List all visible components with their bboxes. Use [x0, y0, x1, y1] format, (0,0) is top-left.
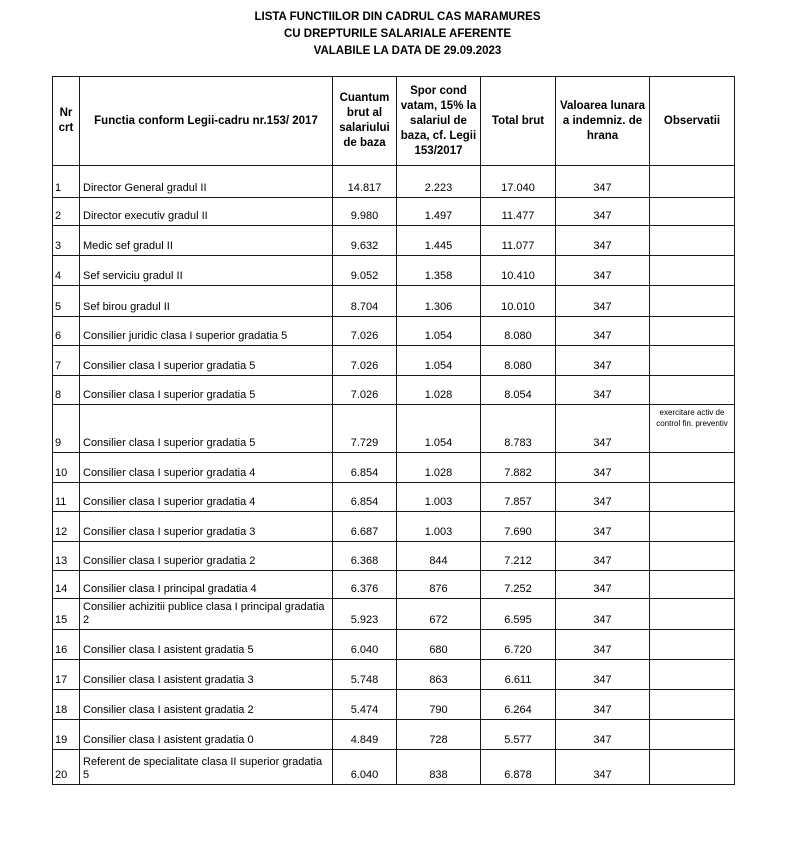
row-cuantum-brut: 8.704	[333, 286, 397, 317]
table-row	[53, 453, 735, 483]
row-nr: 1	[53, 166, 80, 198]
row-observatii	[650, 166, 735, 198]
row-total-brut: 8.080	[481, 346, 556, 376]
row-total-brut: 10.410	[481, 256, 556, 286]
row-functia: Consilier clasa I asistent gradatia 0	[80, 720, 333, 750]
row-cuantum-brut: 5.474	[333, 690, 397, 720]
row-spor: 1.445	[397, 226, 481, 256]
row-observatii	[650, 512, 735, 542]
table-row	[53, 750, 735, 785]
row-cuantum-brut: 7.729	[333, 405, 397, 453]
row-nr: 16	[53, 630, 80, 660]
row-indemnizatie-hrana: 347	[556, 599, 650, 630]
table-row	[53, 720, 735, 750]
table-row	[53, 286, 735, 317]
salary-table	[52, 76, 735, 785]
row-nr: 20	[53, 750, 80, 785]
row-indemnizatie-hrana: 347	[556, 512, 650, 542]
row-nr: 4	[53, 256, 80, 286]
row-spor: 1.028	[397, 376, 481, 405]
row-indemnizatie-hrana: 347	[556, 198, 650, 226]
table-row	[53, 571, 735, 599]
row-spor: 1.003	[397, 483, 481, 512]
row-observatii	[650, 571, 735, 599]
row-indemnizatie-hrana: 347	[556, 453, 650, 483]
row-indemnizatie-hrana: 347	[556, 483, 650, 512]
row-indemnizatie-hrana: 347	[556, 571, 650, 599]
row-cuantum-brut: 6.040	[333, 630, 397, 660]
row-cuantum-brut: 6.040	[333, 750, 397, 785]
row-spor: 2.223	[397, 166, 481, 198]
row-observatii: exercitare activ de control fin. preventiv	[650, 405, 735, 453]
row-spor: 1.054	[397, 405, 481, 453]
row-cuantum-brut: 5.923	[333, 599, 397, 630]
row-total-brut: 6.595	[481, 599, 556, 630]
row-total-brut: 7.882	[481, 453, 556, 483]
row-indemnizatie-hrana: 347	[556, 660, 650, 690]
row-indemnizatie-hrana: 347	[556, 256, 650, 286]
row-functia: Consilier clasa I asistent gradatia 2	[80, 690, 333, 720]
row-functia: Consilier clasa I superior gradatia 5	[80, 346, 333, 376]
row-cuantum-brut: 6.376	[333, 571, 397, 599]
row-nr: 14	[53, 571, 80, 599]
header-nr-crt: Nr crt	[53, 77, 80, 166]
row-total-brut: 7.252	[481, 571, 556, 599]
row-functia: Consilier clasa I superior gradatia 2	[80, 542, 333, 571]
row-nr: 11	[53, 483, 80, 512]
row-cuantum-brut: 4.849	[333, 720, 397, 750]
table-row	[53, 346, 735, 376]
row-total-brut: 10.010	[481, 286, 556, 317]
row-spor: 1.054	[397, 346, 481, 376]
row-indemnizatie-hrana: 347	[556, 405, 650, 453]
row-functia: Consilier juridic clasa I superior gradatia 5	[80, 317, 333, 346]
row-cuantum-brut: 9.632	[333, 226, 397, 256]
row-nr: 2	[53, 198, 80, 226]
row-functia: Director executiv gradul II	[80, 198, 333, 226]
table-row	[53, 512, 735, 542]
row-observatii	[650, 256, 735, 286]
row-functia: Consilier clasa I asistent gradatia 5	[80, 630, 333, 660]
row-cuantum-brut: 7.026	[333, 346, 397, 376]
row-indemnizatie-hrana: 347	[556, 750, 650, 785]
row-spor: 728	[397, 720, 481, 750]
row-observatii	[650, 453, 735, 483]
row-total-brut: 8.080	[481, 317, 556, 346]
row-nr: 18	[53, 690, 80, 720]
header-total-brut: Total brut	[481, 77, 556, 166]
row-indemnizatie-hrana: 347	[556, 630, 650, 660]
row-observatii	[650, 630, 735, 660]
row-cuantum-brut: 14.817	[333, 166, 397, 198]
row-indemnizatie-hrana: 347	[556, 317, 650, 346]
row-total-brut: 6.720	[481, 630, 556, 660]
header-indemnizatie-hrana: Valoarea lunara a indemniz. de hrana	[556, 77, 650, 166]
row-functia: Sef serviciu gradul II	[80, 256, 333, 286]
row-spor: 680	[397, 630, 481, 660]
row-indemnizatie-hrana: 347	[556, 286, 650, 317]
row-functia: Consilier clasa I principal gradatia 4	[80, 571, 333, 599]
row-total-brut: 7.690	[481, 512, 556, 542]
document-subtitle: CU DREPTURILE SALARIALE AFERENTE	[283, 28, 512, 40]
row-nr: 12	[53, 512, 80, 542]
table-row	[53, 690, 735, 720]
row-total-brut: 6.264	[481, 690, 556, 720]
row-observatii	[650, 346, 735, 376]
row-observatii	[650, 376, 735, 405]
row-nr: 8	[53, 376, 80, 405]
row-nr: 17	[53, 660, 80, 690]
table-header-row	[53, 77, 735, 166]
table-row	[53, 198, 735, 226]
row-nr: 15	[53, 599, 80, 630]
table-row	[53, 542, 735, 571]
row-observatii	[650, 542, 735, 571]
table-row	[53, 226, 735, 256]
row-spor: 1.306	[397, 286, 481, 317]
row-indemnizatie-hrana: 347	[556, 166, 650, 198]
row-indemnizatie-hrana: 347	[556, 226, 650, 256]
row-total-brut: 8.054	[481, 376, 556, 405]
table-row	[53, 405, 735, 453]
row-nr: 9	[53, 405, 80, 453]
header-spor: Spor cond vatam, 15% la salariul de baza, cf. Legii 153/2017	[397, 77, 481, 166]
row-functia: Referent de specialitate clasa II superior gradatia 5	[80, 750, 333, 785]
row-nr: 7	[53, 346, 80, 376]
table-row	[53, 376, 735, 405]
table-row	[53, 256, 735, 286]
row-cuantum-brut: 9.052	[333, 256, 397, 286]
document-title: LISTA FUNCTIILOR DIN CADRUL CAS MARAMURES	[254, 11, 541, 23]
row-spor: 876	[397, 571, 481, 599]
table-row	[53, 599, 735, 630]
row-total-brut: 6.878	[481, 750, 556, 785]
table-row	[53, 483, 735, 512]
row-cuantum-brut: 5.748	[333, 660, 397, 690]
header-cuantum-brut: Cuantum brut al salariului de baza	[333, 77, 397, 166]
row-indemnizatie-hrana: 347	[556, 346, 650, 376]
row-spor: 1.358	[397, 256, 481, 286]
row-observatii	[650, 720, 735, 750]
row-total-brut: 17.040	[481, 166, 556, 198]
row-total-brut: 8.783	[481, 405, 556, 453]
row-cuantum-brut: 6.368	[333, 542, 397, 571]
row-spor: 844	[397, 542, 481, 571]
row-spor: 790	[397, 690, 481, 720]
row-total-brut: 11.477	[481, 198, 556, 226]
row-total-brut: 6.611	[481, 660, 556, 690]
table-row	[53, 166, 735, 198]
row-spor: 1.003	[397, 512, 481, 542]
row-spor: 1.028	[397, 453, 481, 483]
table-row	[53, 630, 735, 660]
row-observatii	[650, 483, 735, 512]
row-nr: 5	[53, 286, 80, 317]
row-cuantum-brut: 9.980	[333, 198, 397, 226]
row-indemnizatie-hrana: 347	[556, 376, 650, 405]
header-functia: Functia conform Legii-cadru nr.153/ 2017	[80, 77, 333, 166]
row-functia: Consilier achizitii publice clasa I principal gradatia 2	[80, 599, 333, 630]
row-functia: Consilier clasa I superior gradatia 5	[80, 376, 333, 405]
row-nr: 10	[53, 453, 80, 483]
row-cuantum-brut: 6.854	[333, 483, 397, 512]
row-functia: Consilier clasa I superior gradatia 4	[80, 453, 333, 483]
row-cuantum-brut: 7.026	[333, 376, 397, 405]
row-total-brut: 11.077	[481, 226, 556, 256]
row-functia: Director General gradul II	[80, 166, 333, 198]
row-observatii	[650, 750, 735, 785]
row-observatii	[650, 317, 735, 346]
row-cuantum-brut: 6.687	[333, 512, 397, 542]
row-indemnizatie-hrana: 347	[556, 542, 650, 571]
row-spor: 1.054	[397, 317, 481, 346]
row-nr: 13	[53, 542, 80, 571]
row-observatii	[650, 690, 735, 720]
row-functia: Consilier clasa I superior gradatia 3	[80, 512, 333, 542]
row-nr: 19	[53, 720, 80, 750]
row-total-brut: 5.577	[481, 720, 556, 750]
row-indemnizatie-hrana: 347	[556, 690, 650, 720]
row-observatii	[650, 599, 735, 630]
row-observatii	[650, 226, 735, 256]
row-functia: Sef birou gradul II	[80, 286, 333, 317]
row-indemnizatie-hrana: 347	[556, 720, 650, 750]
table-row	[53, 317, 735, 346]
row-spor: 1.497	[397, 198, 481, 226]
row-observatii	[650, 286, 735, 317]
row-functia: Medic sef gradul II	[80, 226, 333, 256]
row-observatii	[650, 660, 735, 690]
row-observatii	[650, 198, 735, 226]
row-spor: 838	[397, 750, 481, 785]
row-total-brut: 7.212	[481, 542, 556, 571]
row-functia: Consilier clasa I superior gradatia 4	[80, 483, 333, 512]
row-nr: 3	[53, 226, 80, 256]
header-observatii: Observatii	[650, 77, 735, 166]
row-cuantum-brut: 6.854	[333, 453, 397, 483]
row-spor: 672	[397, 599, 481, 630]
row-nr: 6	[53, 317, 80, 346]
table-row	[53, 660, 735, 690]
row-functia: Consilier clasa I superior gradatia 5	[80, 405, 333, 453]
document-validity-date: VALABILE LA DATA DE 29.09.2023	[313, 45, 502, 57]
row-total-brut: 7.857	[481, 483, 556, 512]
row-spor: 863	[397, 660, 481, 690]
row-functia: Consilier clasa I asistent gradatia 3	[80, 660, 333, 690]
row-cuantum-brut: 7.026	[333, 317, 397, 346]
